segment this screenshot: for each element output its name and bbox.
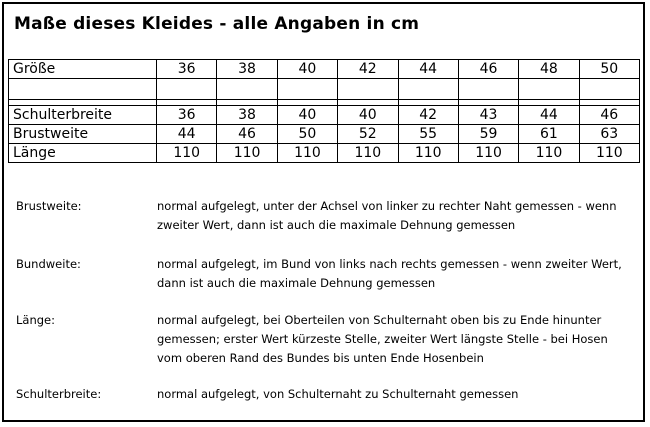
note-description: normal aufgelegt, im Bund von links nach rechts gemessen - wenn zweiter Wert, dann ist auch die maximale Dehnung gemessen [157,257,622,290]
row-label: Größe [9,60,157,79]
note-term: Brustweite: [16,199,82,213]
value-cell: 110 [277,144,337,163]
size-table [8,59,640,163]
value-cell: 55 [398,125,458,144]
value-cell: 63 [579,125,639,144]
empty-row [9,79,640,100]
size-cell: 46 [458,60,518,79]
row-label: Länge [9,144,157,163]
value-cell: 110 [217,144,277,163]
value-cell: 61 [519,125,579,144]
size-cell: 48 [519,60,579,79]
note-term: Länge: [16,313,55,327]
value-cell: 110 [338,144,398,163]
size-cell: 40 [277,60,337,79]
note-term: Schulterbreite: [16,387,102,401]
note-description: normal aufgelegt, unter der Achsel von linker zu rechter Naht gemessen - wenn zweiter Wert, dann ist auch die maximale Dehnung gemessen [157,199,617,232]
value-cell: 46 [579,106,639,125]
value-cell: 50 [277,125,337,144]
size-cell: 42 [338,60,398,79]
size-cell: 44 [398,60,458,79]
row-label: Schulterbreite [9,106,157,125]
value-cell: 59 [458,125,518,144]
value-cell: 110 [157,144,217,163]
value-cell: 44 [519,106,579,125]
size-row [9,60,640,79]
size-cell: 50 [579,60,639,79]
note-term: Bundweite: [16,257,81,271]
document-frame [2,2,645,422]
value-cell: 44 [157,125,217,144]
value-cell: 43 [458,106,518,125]
value-cell: 52 [338,125,398,144]
value-cell: 38 [217,106,277,125]
note-description: normal aufgelegt, von Schulternaht zu Schulternaht gemessen [157,387,519,401]
value-cell: 42 [398,106,458,125]
note-description: normal aufgelegt, bei Oberteilen von Schulternaht oben bis zu Ende hinunter gemessen; erster Wert kürzeste Stelle, zweiter Wert längste Stelle - bei Hosen vom oberen Rand des Bundes bis unten Ende Hosenbein [157,313,608,365]
value-cell: 110 [458,144,518,163]
size-cell: 38 [217,60,277,79]
value-cell: 46 [217,125,277,144]
measure-row-shoulder [9,106,640,125]
value-cell: 40 [338,106,398,125]
measure-row-chest [9,125,640,144]
value-cell: 36 [157,106,217,125]
value-cell: 110 [579,144,639,163]
row-label: Brustweite [9,125,157,144]
value-cell: 110 [519,144,579,163]
page-title: Maße dieses Kleides - alle Angaben in cm [14,14,420,34]
value-cell: 40 [277,106,337,125]
value-cell: 110 [398,144,458,163]
measure-row-length [9,144,640,163]
size-cell: 36 [157,60,217,79]
